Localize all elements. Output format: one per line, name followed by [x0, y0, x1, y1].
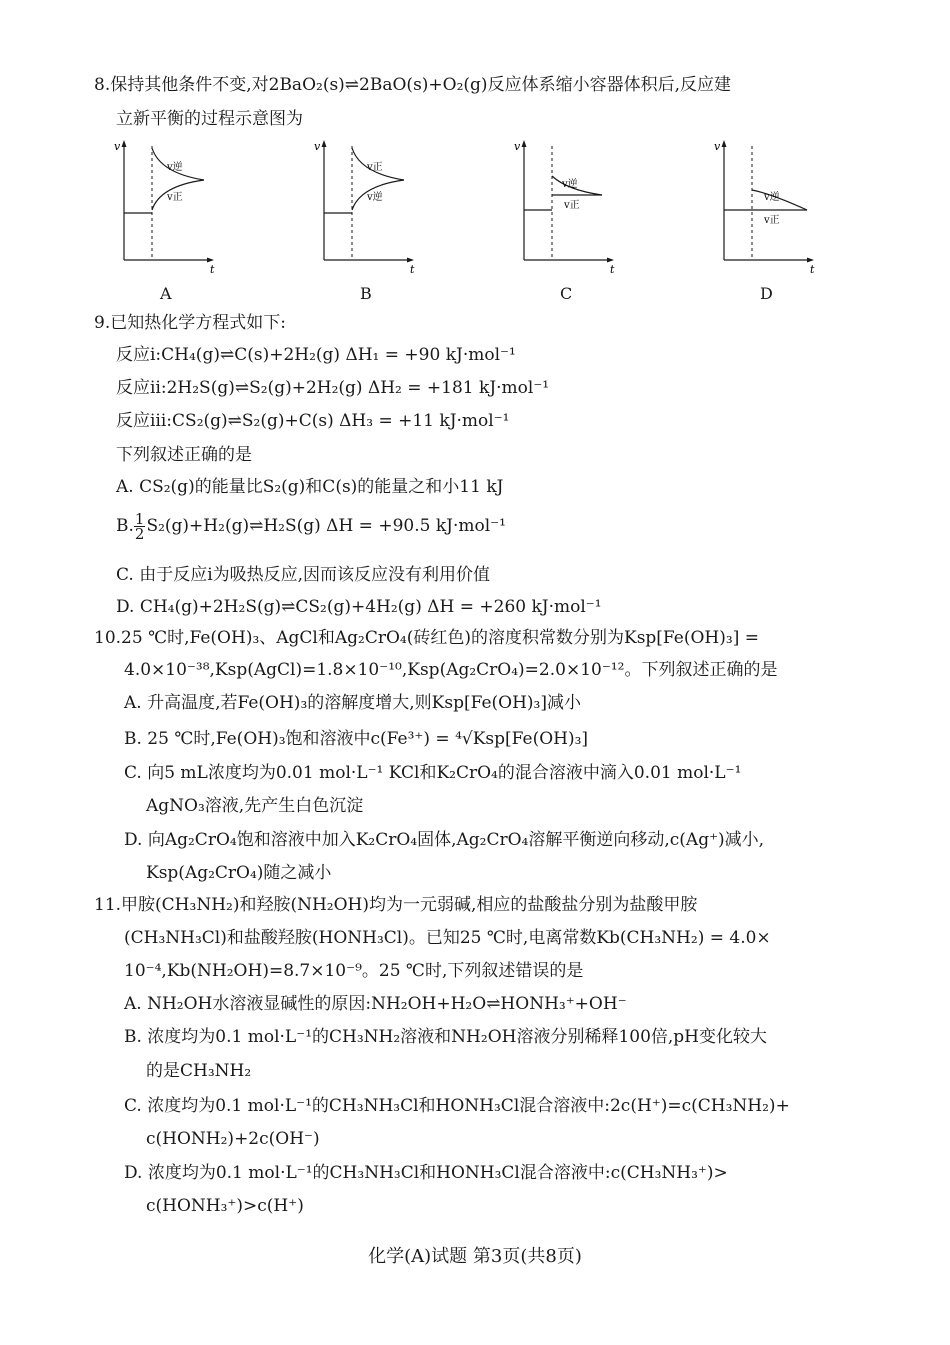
q9-reaction-1: 反应ⅰ:CH₄(g)⇌C(s)+2H₂(g) ΔH₁ = +90 kJ·mol⁻¹ — [116, 345, 516, 365]
q11-stem-line2: (CH₃NH₃Cl)和盐酸羟胺(HONH₃Cl)。已知25 ℃时,电离常数Kb(CH₃NH₂) = 4.0× — [124, 928, 771, 948]
top-curve-label: v逆 — [167, 162, 183, 173]
q11-option-d-line2: c(HONH₃⁺)>c(H⁺) — [146, 1196, 304, 1216]
q9-option-d: D. CH₄(g)+2H₂S(g)⇌CS₂(g)+4H₂(g) ΔH = +260 kJ·mol⁻¹ — [116, 597, 602, 617]
q8-graph-d-label: D — [760, 284, 773, 303]
page-footer: 化学(A)试题 第3页(共8页) — [368, 1246, 582, 1267]
q8-graph-b-label: B — [360, 284, 372, 303]
q10-option-d-line2: Ksp(Ag₂CrO₄)随之减小 — [146, 863, 332, 883]
q10-option-d-line1: D. 向Ag₂CrO₄饱和溶液中加入K₂CrO₄固体,Ag₂CrO₄溶解平衡逆向移动,c(Ag⁺)减小, — [124, 830, 765, 850]
q8-graph-a-svg — [112, 138, 222, 278]
q11-option-a: A. NH₂OH水溶液显碱性的原因:NH₂OH+H₂O⇌HONH₃⁺+OH⁻ — [124, 994, 627, 1014]
q8-graph-b — [312, 138, 422, 278]
bottom-curve-label: v正 — [167, 192, 183, 203]
top-curve-label: v正 — [367, 162, 383, 173]
x-axis-label: t — [210, 263, 215, 276]
q11-option-b-line2: 的是CH₃NH₂ — [146, 1061, 252, 1081]
bottom-curve-label: v正 — [764, 215, 780, 226]
fraction-denominator: 2 — [134, 525, 145, 543]
q10-option-a: A. 升高温度,若Fe(OH)₃的溶解度增大,则Ksp[Fe(OH)₃]减小 — [124, 693, 581, 713]
q11-option-c-line2: c(HONH₂)+2c(OH⁻) — [146, 1129, 320, 1149]
x-axis-arrow — [607, 258, 614, 263]
x-axis-label: t — [410, 263, 415, 276]
q8-graph-c-svg — [512, 138, 622, 278]
top-curve-label: v逆 — [764, 192, 780, 203]
q9-option-a: A. CS₂(g)的能量比S₂(g)和C(s)的能量之和小11 kJ — [116, 477, 504, 497]
q11-stem-line3: 10⁻⁴,Kb(NH₂OH)=8.7×10⁻⁹。25 ℃时,下列叙述错误的是 — [124, 961, 584, 981]
q11-stem-line1: 11.甲胺(CH₃NH₂)和羟胺(NH₂OH)均为一元弱碱,相应的盐酸盐分别为盐酸甲胺 — [94, 895, 698, 915]
bottom-curve-label: v正 — [564, 200, 580, 211]
q8-graph-d-svg — [712, 138, 822, 278]
y-axis-label: v — [514, 140, 521, 153]
fraction-numerator: 1 — [134, 510, 145, 528]
y-axis-label: v — [314, 140, 321, 153]
q8-graph-a — [112, 138, 222, 278]
one-half-fraction — [134, 512, 146, 541]
q9-stem: 9.已知热化学方程式如下: — [94, 313, 286, 333]
q8-graph-a-label: A — [160, 284, 172, 303]
x-axis-arrow — [407, 258, 414, 263]
y-axis-label: v — [114, 140, 121, 153]
q9-question: 下列叙述正确的是 — [116, 445, 252, 465]
x-axis-label: t — [610, 263, 615, 276]
q9-option-b-text: S₂(g)+H₂(g)⇌H₂S(g) ΔH = +90.5 kJ·mol⁻¹ — [146, 516, 506, 536]
q9-reaction-2: 反应ⅱ:2H₂S(g)⇌S₂(g)+2H₂(g) ΔH₂ = +181 kJ·mol⁻¹ — [116, 378, 550, 398]
y-axis-arrow — [322, 140, 327, 147]
x-axis-label: t — [810, 263, 815, 276]
top-curve-label: v逆 — [562, 179, 578, 190]
q9-reaction-3: 反应ⅲ:CS₂(g)⇌S₂(g)+C(s) ΔH₃ = +11 kJ·mol⁻¹ — [116, 411, 510, 431]
x-axis-arrow — [207, 258, 214, 263]
y-axis-label: v — [714, 140, 721, 153]
y-axis-arrow — [122, 140, 127, 147]
q8-stem-line2: 立新平衡的过程示意图为 — [116, 109, 303, 129]
q9-option-c: C. 由于反应ⅰ为吸热反应,因而该反应没有利用价值 — [116, 565, 491, 585]
q10-option-c-line1: C. 向5 mL浓度均为0.01 mol·L⁻¹ KCl和K₂CrO₄的混合溶液中滴入0.01 mol·L⁻¹ — [124, 763, 742, 783]
q8-graph-b-svg — [312, 138, 422, 278]
bottom-curve-label: v逆 — [367, 192, 383, 203]
q11-option-c-line1: C. 浓度均为0.1 mol·L⁻¹的CH₃NH₃Cl和HONH₃Cl混合溶液中:2c(H⁺)=c(CH₃NH₂)+ — [124, 1096, 790, 1116]
q10-option-c-line2: AgNO₃溶液,先产生白色沉淀 — [146, 796, 364, 816]
q9-option-b-prefix: B. — [116, 516, 134, 536]
q11-option-b-line1: B. 浓度均为0.1 mol·L⁻¹的CH₃NH₂溶液和NH₂OH溶液分别稀释100倍,pH变化较大 — [124, 1027, 768, 1047]
q8-graph-d — [712, 138, 822, 278]
q10-stem-line2: 4.0×10⁻³⁸,Ksp(AgCl)=1.8×10⁻¹⁰,Ksp(Ag₂CrO₄)=2.0×10⁻¹²。下列叙述正确的是 — [124, 660, 778, 680]
q11-option-d-line1: D. 浓度均为0.1 mol·L⁻¹的CH₃NH₃Cl和HONH₃Cl混合溶液中:c(CH₃NH₃⁺)> — [124, 1163, 728, 1183]
q10-option-b: B. 25 ℃时,Fe(OH)₃饱和溶液中c(Fe³⁺) = ⁴√Ksp[Fe(OH)₃] — [124, 729, 589, 749]
q8-stem-line1: 8.保持其他条件不变,对2BaO₂(s)⇌2BaO(s)+O₂(g)反应体系缩小容器体积后,反应建 — [94, 75, 731, 95]
x-axis-arrow — [807, 258, 814, 263]
q8-graph-c-label: C — [560, 284, 573, 303]
q10-stem-line1: 10.25 ℃时,Fe(OH)₃、AgCl和Ag₂CrO₄(砖红色)的溶度积常数分别为Ksp[Fe(OH)₃] = — [94, 628, 759, 648]
y-axis-arrow — [522, 140, 527, 147]
q8-graph-c — [512, 138, 622, 278]
y-axis-arrow — [722, 140, 727, 147]
q9-option-b — [116, 512, 506, 541]
